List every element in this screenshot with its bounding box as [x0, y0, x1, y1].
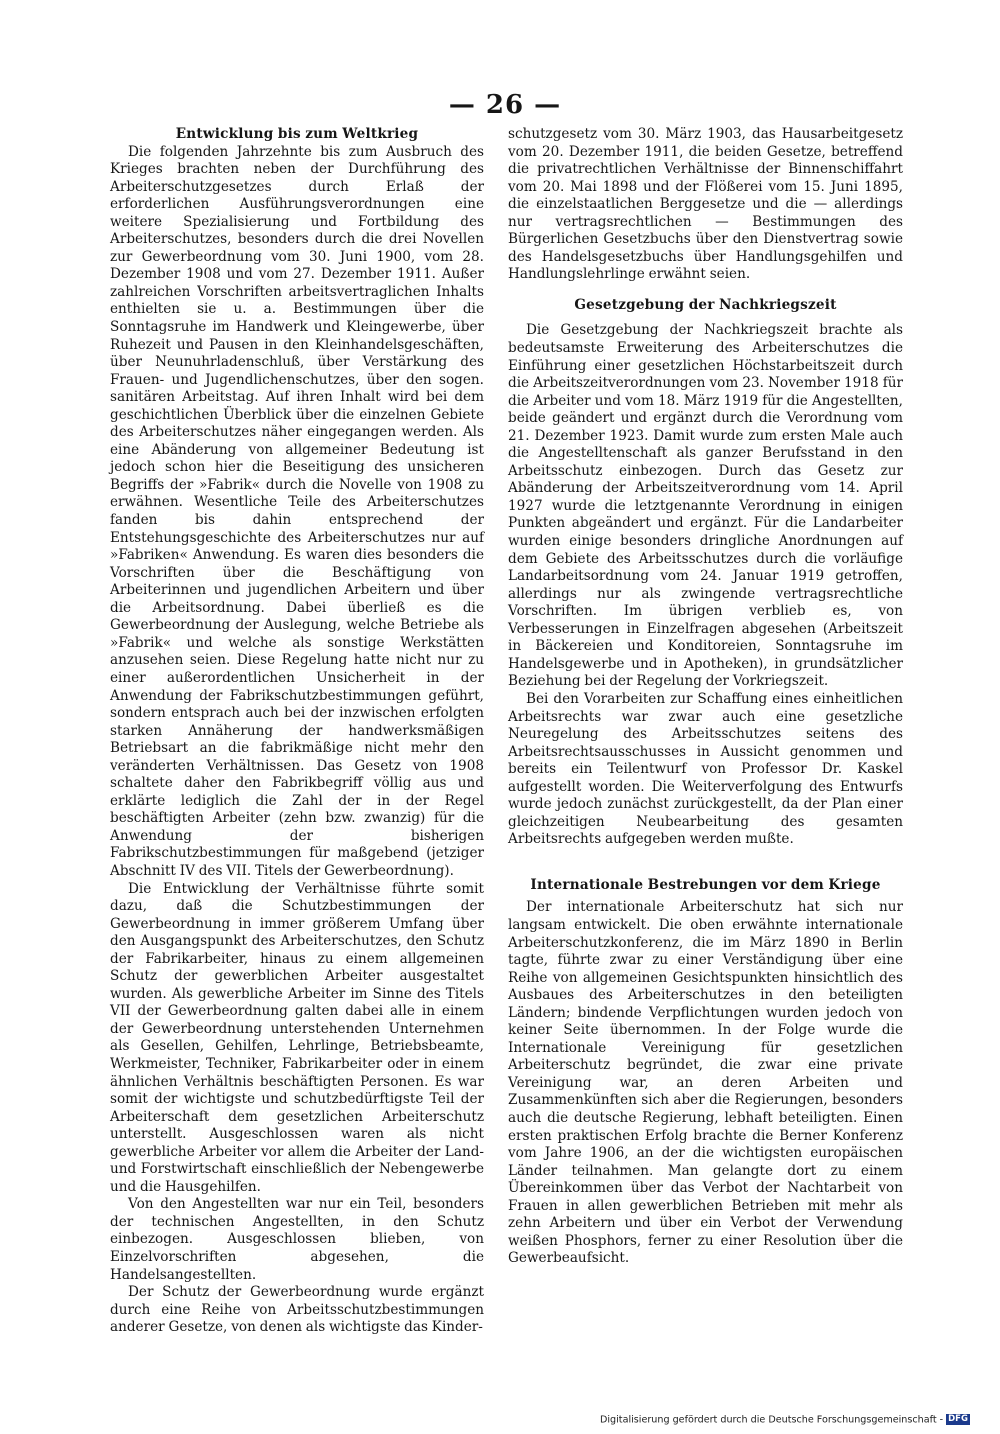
paragraph: Der internationale Arbeiterschutz hat sich nur langsam entwickelt. Die oben erwähnte internationale Arbeiterschutzkonferenz, die im März 1890 in Berlin tagte, führte zwar zu einer Verständigung über eine Reihe von allgemeinen Gesichtspunkten hinsichtlich des Ausbaues des Arbeiterschutzes in den beteiligten Ländern; bindende Verpflichtungen wurden jedoch von keiner Seite übernommen. In der Folge wurde die Internationale Vereinigung für gesetzlichen Arbeiterschutz begründet, die zwar eine private Vereinigung war, an deren Arbeiten und Zusammenkünften sich aber die Regierungen, besonders auch die deutsche Regierung, lebhaft beteiligten. Einen ersten praktischen Erfolg brachte die Berner Konferenz vom Jahre 1906, an der die wichtigsten europäischen Länder teilnahmen. Man gelangte dort zu einem Übereinkommen über das Verbot der Nachtarbeit von Frauen in allen gewerblichen Betrieben mit mehr als zehn Arbeitern und über ein Verbot der Verwendung weißen Phosphors, ferner zu einer Resolution über die Gewerbeaufsicht. — [508, 899, 903, 1267]
page-number: — 26 — — [448, 90, 562, 120]
paragraph: Die Entwicklung der Verhältnisse führte somit dazu, daß die Schutzbestimmungen der Gewerbeordnung in immer größerem Umfang über den Ausgangspunkt des Arbeiterschutzes, den Schutz der Fabrikarbeiter, hinaus zu einem allgemeinen Schutz der gewerblichen Arbeiter ausgestaltet wurden. Als gewerbliche Arbeiter im Sinne des Titels VII der Gewerbeordnung galten dabei alle in einem der Gewerbeordnung unterstehenden Unternehmen als Gesellen, Gehilfen, Lehrlinge, Betriebsbeamte, Werkmeister, Techniker, Fabrikarbeiter oder in einem ähnlichen Verhältnis beschäftigten Personen. Es war somit der wichtigste und schutzbedürftigste Teil der Arbeiterschaft dem gesetzlichen Arbeiterschutz unterstellt. Ausgeschlossen waren als nicht gewerbliche Arbeiter vor allem die Arbeiter der Land- und Forstwirtschaft einschließlich der Nebengewerbe und die Hausgehilfen. — [110, 880, 484, 1195]
section-heading-nachkriegszeit: Gesetzgebung der Nachkriegszeit — [574, 296, 837, 313]
paragraph: Die Gesetzgebung der Nachkriegszeit brachte als bedeutsamste Erweiterung des Arbeiterschutzes die Einführung einer gesetzlichen Höchstarbeitszeit durch die Arbeitszeitverordnungen vom 23. November 1918 für die Arbeiter und vom 18. März 1919 für die Angestellten, beide geändert und ergänzt durch die Verordnung vom 21. Dezember 1923. Damit wurde zum ersten Male auch die Angestelltenschaft als ganzer Berufsstand in den Arbeitsschutz einbezogen. Durch das Gesetz zur Abänderung der Arbeitszeitverordnung vom 14. April 1927 wurde die letztgenannte Verordnung in einigen Punkten abgeändert und ergänzt. Für die Landarbeiter wurden einige besonders dringliche Anordnungen auf dem Gebiete des Arbeitsschutzes durch die vorläufige Landarbeitsordnung vom 24. Januar 1919 getroffen, allerdings nur als zwingende vertragsrechtliche Vorschriften. Im übrigen verblieb es, von Verbesserungen in Einzelfragen abgesehen (Arbeitszeit in Bäckereien und Konditoreien, Sonntagsruhe im Handelsgewerbe und in Apotheken), in grundsätzlicher Beziehung bei der Regelung der Vorkriegszeit. — [508, 322, 903, 690]
paragraph: Die folgenden Jahrzehnte bis zum Ausbruch des Krieges brachten neben der Durchführung des Arbeiterschutzgesetzes durch Erlaß der erforderlichen Ausführungsverordnungen eine weitere Spezialisierung und Fortbildung des Arbeiterschutzes, besonders durch die drei Novellen zur Gewerbeordnung vom 30. Juni 1900, vom 28. Dezember 1908 und vom 27. Dezember 1911. Außer zahlreichen Vorschriften arbeitsvertraglichen Inhalts enthielten sie u. a. Bestimmungen über die Sonntagsruhe im Handwerk und Kleingewerbe, über Ruhezeit und Pausen in den Kleinhandelsgeschäften, über Neunuhrladenschluß, über Verstärkung des Frauen- und Jugendlichenschutzes, über den sogen. sanitären Arbeitstag. Auf ihren Inhalt wird bei dem geschichtlichen Überblick über die einzelnen Gebiete des Arbeiterschutzes näher eingegangen werden. Als eine Abänderung von allgemeiner Bedeutung ist jedoch schon hier die Beseitigung des unsicheren Begriffs der »Fabrik« durch die Novelle von 1908 zu erwähnen. Wesentliche Teile des Arbeiterschutzes fanden bis dahin entsprechend der Entstehungsgeschichte des Arbeiterschutzes nur auf »Fabriken« Anwendung. Es waren dies besonders die Vorschriften über die Beschäftigung von Arbeiterinnen und jugendlichen Arbeitern und über die Arbeitsordnung. Dabei überließ es die Gewerbeordnung der Auslegung, welche Betriebe als »Fabrik« und welche als sonstige Werkstätten anzusehen seien. Diese Regelung hatte nicht nur zu einer außerordentlichen Unsicherheit in der Anwendung der Fabrikschutzbestimmungen geführt, sondern entsprach auch bei der inzwischen erfolgten starken Annäherung der handwerksmäßigen Betriebsart an die fabrikmäßige nicht mehr den veränderten Verhältnissen. Das Gesetz von 1908 schaltete daher den Fabrikbegriff völlig aus und erklärte lediglich die Zahl der in der Regel beschäftigten Arbeiter (zehn bzw. zwanzig) für die Anwendung der bisherigen Fabrikschutzbestimmungen für maßgebend (jetziger Abschnitt IV des VII. Titels der Gewerbeordnung). — [110, 143, 484, 879]
footer-credit — [600, 1414, 970, 1426]
section-heading-weltkrieg: Entwicklung bis zum Weltkrieg — [175, 126, 419, 142]
footer-text: Digitalisierung gefördert durch die Deutsche Forschungsgemeinschaft - — [600, 1414, 944, 1426]
paragraph: Bei den Vorarbeiten zur Schaffung eines einheitlichen Arbeitsrechts war zwar auch eine gesetzliche Neuregelung des Arbeitsschutzes seitens des Arbeitsrechtsausschusses in Aussicht genommen und bereits ein Teilentwurf von Professor Dr. Kaskel aufgestellt worden. Die Weiterverfolgung des Entwurfs wurde jedoch zunächst zurückgestellt, da der Plan einer gleichzeitigen Neubearbeitung des gesamten Arbeitsrechts aufgegeben werden mußte. — [508, 690, 903, 848]
section-heading-international: Internationale Bestrebungen vor dem Kriege — [530, 876, 881, 893]
paragraph-continuation: schutzgesetz vom 30. März 1903, das Hausarbeitgesetz vom 20. Dezember 1911, die beiden Gesetze, betreffend die privatrechtlichen Verhältnisse der Binnenschiffahrt vom 20. Mai 1898 und der Flößerei vom 15. Juni 1895, die einzelstaatlichen Berggesetze und die — allerdings nur vertragsrechtlichen — Bestimmungen des Bürgerlichen Gesetzbuchs über den Dienstvertrag sowie des Handelsgesetzbuchs über Handlungsgehilfen und Handlungslehrlinge erwähnt seien. — [508, 126, 903, 283]
right-column — [508, 126, 903, 1268]
paragraph: Von den Angestellten war nur ein Teil, besonders der technischen Angestellten, in den Schutz einbezogen. Ausgeschlossen blieben, von Einzelvorschriften abgesehen, die Handelsangestellten. — [110, 1196, 484, 1283]
paragraph: Der Schutz der Gewerbeordnung wurde ergänzt durch eine Reihe von Arbeitsschutzbestimmungen anderer Gesetze, von denen als wichtigste das Kinder- — [110, 1284, 484, 1336]
left-column — [110, 126, 484, 1337]
dfg-logo-icon: DFG — [948, 1414, 968, 1424]
